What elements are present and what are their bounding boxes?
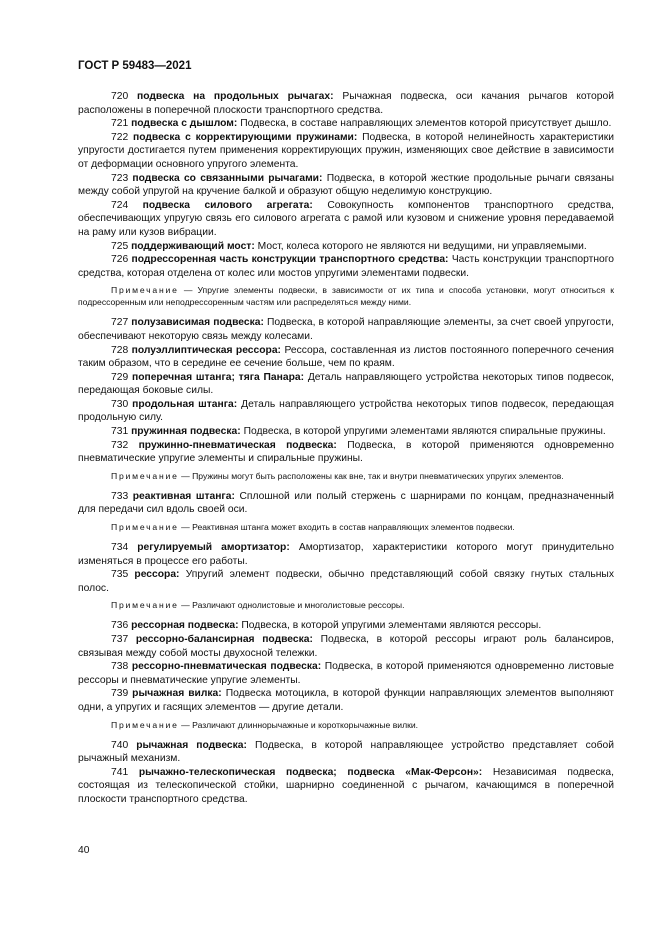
term-entry [78,425,614,439]
term-number: 731 [111,426,129,438]
term-number: 737 [111,634,129,645]
term-definition: Мост, колеса которого не являются ни ведущими, ни управляемыми. [257,240,587,252]
term-name: пружинно-пневматическая подвеска: [138,439,337,451]
term-entry [78,398,614,425]
term-definition: Подвеска, в которой направляющее устройство представляет собой рычажный механизм. [78,739,614,765]
term-name: реактивная штанга: [132,490,235,502]
term-definition: Амортизатор, характеристики которого могут принудительно изменяться в процессе его работы. [78,542,614,567]
term-entry [78,90,614,117]
term-definition: Подвеска, в которой направляющие элементы, за счет своей упругости, обеспечивают некоторую связь между колесами. [78,317,614,342]
term-entry [78,439,614,466]
term-entry [78,131,614,172]
term-definition: Рычажная подвеска, оси качания рычагов которой расположены в поперечной плоскости транспортного средства. [78,91,614,116]
term-definition: Подвеска, в которой упругими элементами являются спиральные пружины. [243,426,606,438]
term-definition: Сплошной или полый стержень с шарнирами по концам, предназначенный для передачи сил вдоль своей оси. [78,490,614,516]
note-label: Примечание [111,470,179,481]
term-definition: Деталь направляющего устройства некоторых типов подвесок, передающая боковые силы. [78,371,614,397]
term-name: полузависимая подвеска: [131,317,264,329]
term-entry [78,117,614,131]
note-text: — Различают однолистовые и многолистовые рессоры. [181,600,405,611]
term-number: 740 [111,739,129,751]
term-name: регулируемый амортизатор: [137,542,290,554]
term-name: рессора: [134,569,180,581]
term-definition: Рессора, составленная из листов постоянного поперечного сечения таким образом, что в середине ее сечение больше, чем по краям. [78,344,614,370]
term-definition: Подвеска, в которой упругими элементами являются рессоры. [241,620,542,632]
term-name: рычажно-телескопическая подвеска; подвеска «Мак-Ферсон»: [138,766,483,778]
term-entry [78,687,614,714]
term-name: рессорно-балансирная подвеска: [135,634,313,645]
term-definition: Деталь направляющего устройства некоторых типов подвесок, передающая продольную силу. [78,398,614,424]
term-name: рычажная вилка: [132,688,222,700]
note-text: — Пружины могут быть расположены как вне, так и внутри пневматических упругих элементов. [181,470,564,481]
term-number: 727 [111,317,129,329]
term-entry [78,568,614,595]
term-entry [78,172,614,199]
note [78,284,614,308]
term-name: подвеска силового агрегата: [142,199,313,211]
note-label: Примечание [111,719,179,730]
term-entry [78,766,614,807]
term-name: продольная штанга: [132,398,238,410]
note [78,521,614,533]
term-number: 722 [111,131,129,143]
term-number: 733 [111,490,129,502]
term-entry [78,490,614,517]
document-header: ГОСТ Р 59483—2021 [78,60,192,72]
term-definition: Подвеска мотоцикла, в которой функции направляющих элементов выполняют одни, а упругих и гасящих элементов — другие детали. [78,688,614,713]
term-name: полуэллиптическая рессора: [131,344,281,356]
term-name: подвеска с корректирующими пружинами: [132,131,358,143]
note-text: — Различают длиннорычажные и короткорычажные вилки. [181,719,419,730]
term-definition: Подвеска, в которой рессоры играют роль балансиров, связывая между собой мосты двухосной тележки. [78,634,614,659]
term-number: 732 [111,439,129,451]
term-definition: Совокупность компонентов транспортного средства, обеспечивающих упругую связь его силового агрегата с рамой или кузовом и снижение уровня передаваемой на раму или кузов вибрации. [78,199,614,238]
term-name: подвеска с дышлом: [131,118,238,130]
term-name: поддерживающий мост: [131,240,255,252]
term-number: 724 [111,199,129,211]
term-name: рессорная подвеска: [131,620,239,632]
term-definition: Упругий элемент подвески, обычно представляющий собой связку гнутых стальных полос. [78,569,614,594]
note [78,470,614,482]
note-label: Примечание [111,522,179,533]
note-label: Примечание [111,600,179,611]
term-number: 730 [111,398,129,410]
term-entry [78,199,614,240]
term-definition: Подвеска, в составе направляющих элементов которой присутствует дышло. [240,118,612,130]
term-entry [78,253,614,280]
term-entry [78,371,614,398]
term-number: 741 [111,766,129,778]
page-number: 40 [78,845,90,856]
term-name: рессорно-пневматическая подвеска: [131,661,322,673]
term-number: 729 [111,371,129,383]
term-name: пружинная подвеска: [131,426,241,438]
note [78,719,614,731]
term-number: 725 [111,240,129,252]
term-definition: Часть конструкции транспортного средства, которая отделена от колес или мостов упругими элементами подвески. [78,254,614,279]
term-entry [78,660,614,687]
term-definition: Подвеска, в которой нелинейность характеристики упругости достигается путем применения корректирующих пружин, изменяющих свое действие в зависимости от деформации основного упругого элемента. [78,131,614,170]
term-definition: Подвеска, в которой применяются одновременно листовые рессоры и пневматические упругие элементы. [78,661,614,686]
term-number: 726 [111,254,129,266]
term-name: подрессоренная часть конструкции транспортного средства: [131,254,449,266]
document-body [78,90,614,807]
term-number: 728 [111,344,129,356]
term-entry [78,619,614,633]
term-number: 739 [111,688,129,700]
term-number: 723 [111,172,129,184]
term-name: подвеска со связанными рычагами: [132,172,323,184]
term-number: 721 [111,118,129,130]
note-text: — Упругие элементы подвески, в зависимости от их типа и способа установки, могут относиться к подрессоренным или неподрессоренным частям или распределяться между ними. [78,285,615,308]
term-number: 736 [111,620,129,632]
term-name: поперечная штанга; тяга Панара: [131,371,305,383]
term-entry [78,739,614,766]
term-name: рычажная подвеска: [136,739,247,751]
note [78,599,614,611]
term-number: 734 [111,542,129,554]
note-label: Примечание [111,285,179,296]
term-number: 720 [111,91,129,102]
term-entry [78,316,614,343]
term-definition: Подвеска, в которой применяются одновременно пневматические упругие элементы и спиральные пружины. [78,439,614,465]
term-name: подвеска на продольных рычагах: [137,91,334,102]
term-definition: Подвеска, в которой жесткие продольные рычаги связаны между собой упругой на кручение балкой и образуют общую неделимую конструкцию. [78,172,614,198]
note-text: — Реактивная штанга может входить в состав направляющих элементов подвески. [181,522,515,533]
term-entry [78,541,614,568]
term-definition: Независимая подвеска, состоящая из телескопической стойки, шарнирно соединенной с рычагом, качающимся в поперечной плоскости транспортного средства. [78,766,614,805]
term-number: 738 [111,661,129,673]
term-number: 735 [111,569,129,581]
term-entry [78,633,614,660]
term-entry [78,344,614,371]
term-entry [78,240,614,254]
